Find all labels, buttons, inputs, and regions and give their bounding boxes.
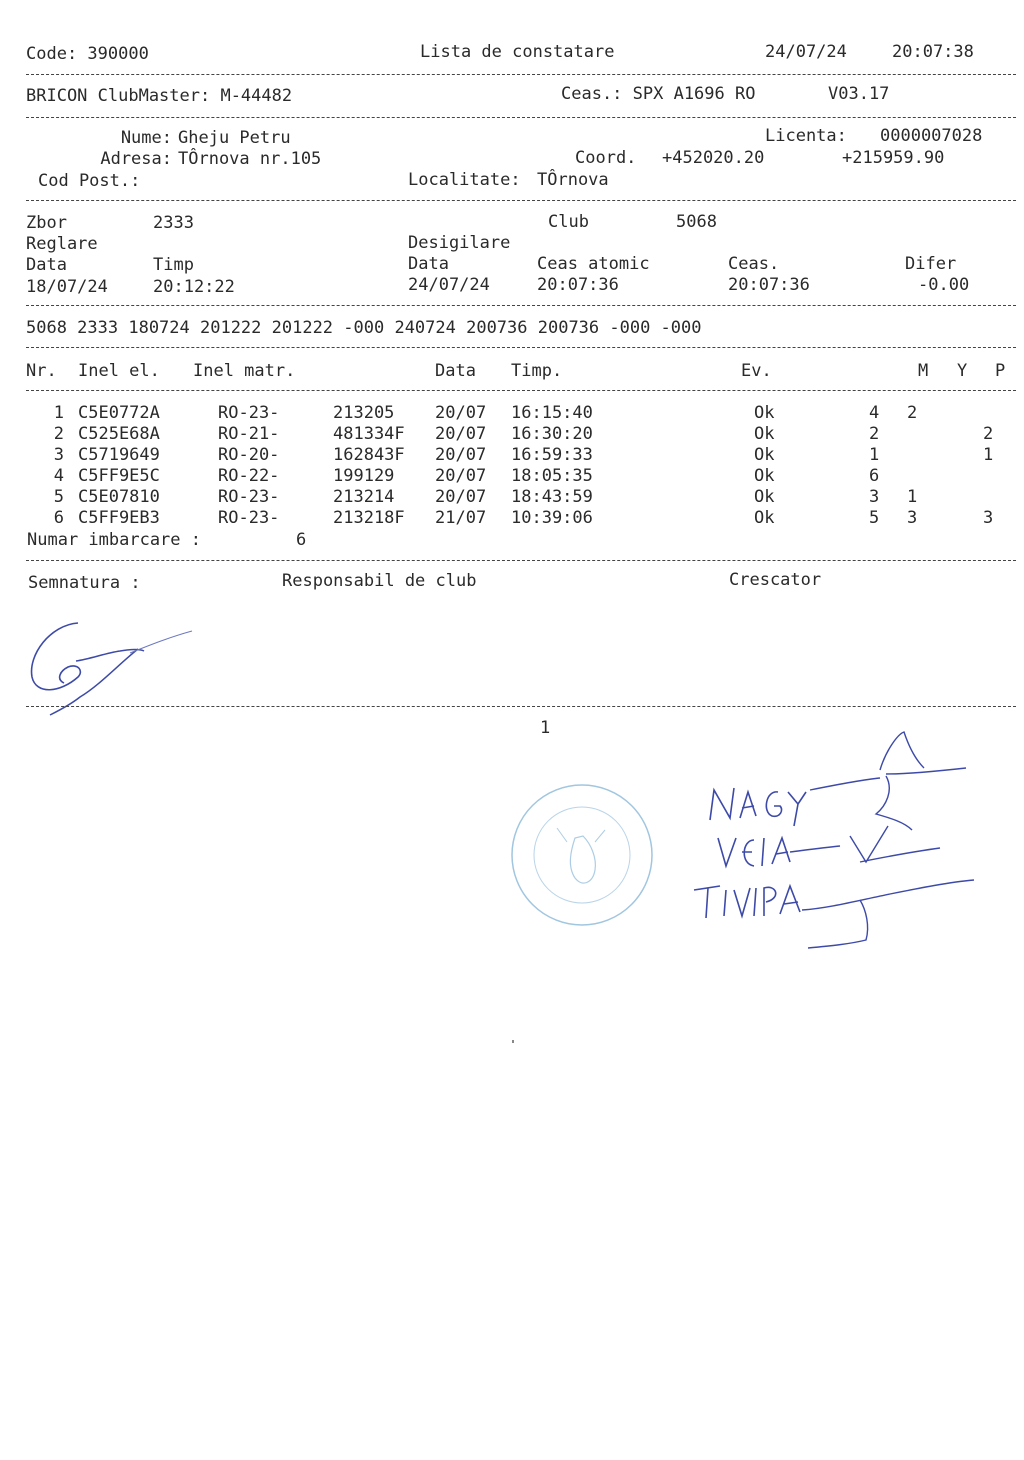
coord-lon: +215959.90	[842, 148, 945, 168]
row-p: 3	[983, 508, 994, 528]
report-code: Code: 390000	[26, 44, 149, 64]
row-m: 5	[869, 508, 880, 528]
row-nr: 5	[53, 487, 64, 507]
row-nr: 1	[53, 403, 64, 423]
row-inel-el: C525E68A	[78, 424, 160, 444]
row-nr: 3	[53, 445, 64, 465]
separator	[26, 706, 1016, 707]
coord-lat: +452020.20	[662, 148, 765, 168]
row-prefix: RO-23-	[218, 403, 280, 423]
reglare-time: 20:12:22	[153, 277, 235, 297]
row-ev: Ok	[754, 508, 775, 528]
col-y: Y	[957, 361, 968, 381]
row-matr: 213205	[333, 403, 395, 423]
col-ev: Ev.	[741, 361, 772, 381]
version: V03.17	[828, 84, 890, 104]
row-prefix: RO-23-	[218, 508, 280, 528]
club-value: 5068	[676, 212, 717, 232]
data2-label: Data	[408, 254, 449, 274]
row-inel-el: C5FF9EB3	[78, 508, 160, 528]
col-inel-matr: Inel matr.	[193, 361, 296, 381]
table-row	[0, 487, 1024, 508]
desigilare-label: Desigilare	[408, 233, 511, 253]
row-data: 20/07	[435, 445, 487, 465]
count-label: Numar imbarcare :	[27, 530, 201, 550]
row-inel-el: C5FF9E5C	[78, 466, 160, 486]
report-time: 20:07:38	[892, 42, 974, 62]
row-data: 20/07	[435, 466, 487, 486]
row-nr: 2	[53, 424, 64, 444]
table-row	[0, 403, 1024, 424]
postal-label: Cod Post.:	[38, 171, 141, 191]
license-number: 0000007028	[880, 126, 983, 146]
ceas-atomic-label: Ceas atomic	[537, 254, 650, 274]
row-matr: 481334F	[333, 424, 405, 444]
difference: -0.00	[918, 275, 970, 295]
row-prefix: RO-21-	[218, 424, 280, 444]
row-timp: 18:43:59	[511, 487, 593, 507]
club-responsible-label: Responsabil de club	[282, 571, 477, 591]
row-data: 21/07	[435, 508, 487, 528]
ceas-label: Ceas.	[728, 254, 780, 274]
row-nr: 4	[53, 466, 64, 486]
table-row	[0, 508, 1024, 529]
row-prefix: RO-22-	[218, 466, 280, 486]
row-ev: Ok	[754, 424, 775, 444]
table-row	[0, 424, 1024, 445]
owner-name: Gheju Petru	[178, 128, 291, 148]
col-inel-el: Inel el.	[78, 361, 160, 381]
row-prefix: RO-20-	[218, 445, 280, 465]
stray-mark	[512, 1040, 514, 1043]
row-matr: 162843F	[333, 445, 405, 465]
coord-label: Coord.	[575, 148, 637, 168]
page-number: 1	[540, 718, 551, 738]
row-y: 3	[907, 508, 918, 528]
row-data: 20/07	[435, 424, 487, 444]
row-matr: 213214	[333, 487, 395, 507]
row-ev: Ok	[754, 445, 775, 465]
separator	[26, 560, 1016, 561]
row-nr: 6	[53, 508, 64, 528]
row-inel-el: C5E0772A	[78, 403, 160, 423]
name-label: Nume:	[120, 128, 172, 148]
row-p: 2	[983, 424, 994, 444]
col-timp: Timp.	[511, 361, 563, 381]
zbor-value: 2333	[153, 213, 194, 233]
row-ev: Ok	[754, 487, 775, 507]
separator	[26, 74, 1016, 75]
handwritten-committee	[690, 730, 980, 950]
row-ev: Ok	[754, 403, 775, 423]
row-y: 2	[907, 403, 918, 423]
report-date: 24/07/24	[765, 42, 847, 62]
col-data: Data	[435, 361, 476, 381]
separator	[26, 347, 1016, 348]
row-m: 3	[869, 487, 880, 507]
col-m: M	[918, 361, 929, 381]
handwritten-signature	[20, 615, 200, 725]
row-prefix: RO-23-	[218, 487, 280, 507]
row-timp: 16:59:33	[511, 445, 593, 465]
club-label: Club	[548, 212, 589, 232]
locality-label: Localitate:	[408, 170, 521, 190]
separator	[26, 390, 1016, 391]
row-matr: 213218F	[333, 508, 405, 528]
zbor-label: Zbor	[26, 213, 67, 233]
separator	[26, 117, 1016, 118]
row-ev: Ok	[754, 466, 775, 486]
reglare-label: Reglare	[26, 234, 98, 254]
product-name: BRICON ClubMaster: M-44482	[26, 86, 293, 106]
desig-atomic: 20:07:36	[537, 275, 619, 295]
row-p: 1	[983, 445, 994, 465]
row-timp: 16:30:20	[511, 424, 593, 444]
desig-date: 24/07/24	[408, 275, 490, 295]
row-m: 2	[869, 424, 880, 444]
desig-clock: 20:07:36	[728, 275, 810, 295]
clock-id: Ceas.: SPX A1696 RO	[561, 84, 756, 104]
row-data: 20/07	[435, 487, 487, 507]
table-row	[0, 445, 1024, 466]
col-p: P	[995, 361, 1006, 381]
row-matr: 199129	[333, 466, 395, 486]
locality: TÔrnova	[537, 170, 609, 190]
signature-label: Semnatura :	[28, 573, 141, 593]
row-timp: 18:05:35	[511, 466, 593, 486]
address-label: Adresa:	[100, 149, 172, 169]
summary-line: 5068 2333 180724 201222 201222 -000 240724 200736 200736 -000 -000	[26, 318, 702, 338]
license-label: Licenta:	[765, 126, 847, 146]
club-stamp	[505, 778, 660, 933]
row-timp: 16:15:40	[511, 403, 593, 423]
row-inel-el: C5E07810	[78, 487, 160, 507]
row-m: 4	[869, 403, 880, 423]
row-m: 6	[869, 466, 880, 486]
breeder-label: Crescator	[729, 570, 822, 590]
row-inel-el: C5719649	[78, 445, 160, 465]
separator	[26, 305, 1016, 306]
timp-label: Timp	[153, 255, 194, 275]
row-y: 1	[907, 487, 918, 507]
owner-address: TÔrnova nr.105	[178, 149, 322, 169]
difer-label: Difer	[905, 254, 957, 274]
report-title: Lista de constatare	[420, 42, 615, 62]
row-timp: 10:39:06	[511, 508, 593, 528]
separator	[26, 200, 1016, 201]
col-nr: Nr.	[26, 361, 57, 381]
table-row	[0, 466, 1024, 487]
count-value: 6	[296, 530, 307, 550]
row-data: 20/07	[435, 403, 487, 423]
data-label: Data	[26, 255, 67, 275]
row-m: 1	[869, 445, 880, 465]
reglare-date: 18/07/24	[26, 277, 108, 297]
